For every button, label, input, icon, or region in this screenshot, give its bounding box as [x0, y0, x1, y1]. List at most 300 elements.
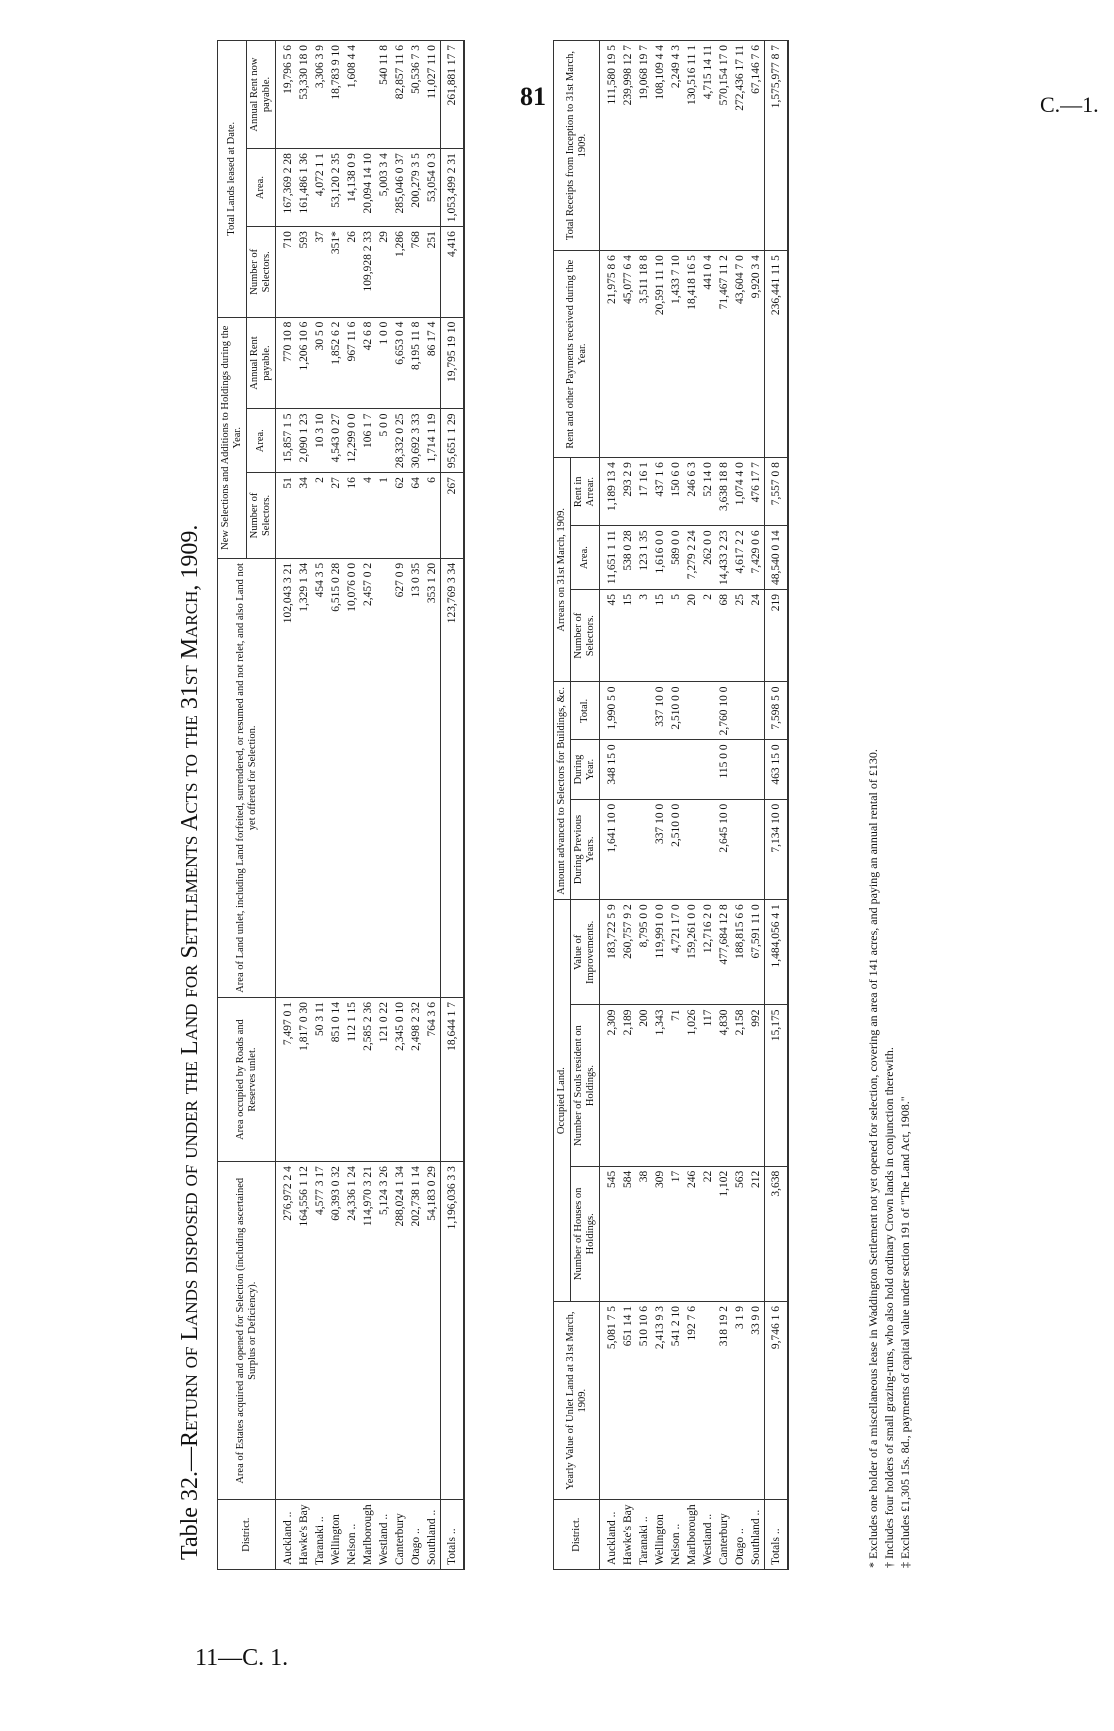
table-title — [177, 60, 204, 1560]
value-cell: 441 0 4 — [700, 251, 716, 458]
value-cell: 764 3 6 — [424, 997, 441, 1161]
value-cell: 7,134 10 0 — [765, 799, 789, 900]
table-row — [700, 41, 716, 1570]
value-cell: 117 — [700, 1005, 716, 1166]
value-cell: 17 16 1 — [636, 458, 652, 526]
value-cell: 109,928 2 33 — [360, 227, 376, 318]
value-cell: 71,467 11 2 — [716, 251, 732, 458]
value-cell: 119,991 0 0 — [652, 900, 668, 1005]
group-amount-advanced: Amount advanced to Selectors for Buildings, &c. — [554, 682, 571, 900]
value-cell: 1,641 10 0 — [600, 799, 621, 900]
value-cell: 2,510 0 0 — [668, 799, 684, 900]
value-cell: 18,644 1 7 — [441, 997, 465, 1161]
value-cell: 4,830 — [716, 1005, 732, 1166]
value-cell: 30,692 3 33 — [408, 409, 424, 473]
value-cell: 7,429 0 6 — [748, 526, 765, 590]
value-cell: 463 15 0 — [765, 740, 789, 799]
district-cell: Canterbury — [716, 1500, 732, 1570]
occupied-arrears-table — [553, 40, 789, 1570]
table-title-main: Return of Lands disposed of under the Land for Settlements Acts to the 31st March, 1909. — [177, 524, 203, 1448]
col-area-acquired: Area of Estates acquired and opened for Selection (including ascertained Surplus or Deficiency). — [218, 1162, 276, 1500]
value-cell: 53,054 0 3 — [424, 149, 441, 227]
value-cell: 9,746 1 6 — [765, 1301, 789, 1499]
value-cell: 2,309 — [600, 1005, 621, 1166]
value-cell: 53,330 18 0 — [296, 41, 312, 149]
value-cell: 267 — [441, 473, 465, 559]
value-cell: 627 0 9 — [392, 558, 408, 997]
value-cell: 4,715 14 11 — [700, 41, 716, 251]
value-cell: 2,510 0 0 — [668, 682, 684, 740]
value-cell: 19,068 19 7 — [636, 41, 652, 251]
value-cell: 111,580 19 5 — [600, 41, 621, 251]
value-cell — [700, 740, 716, 799]
value-cell: 1,329 1 34 — [296, 558, 312, 997]
value-cell: 114,970 3 21 — [360, 1162, 376, 1500]
value-cell: 1,206 10 6 — [296, 317, 312, 409]
col-area-unlet: Area of Land unlet, including Land forfeited, surrendered, or resumed and not relet, and also Land not yet offered for Selection. — [218, 558, 276, 997]
value-cell: 540 11 8 — [376, 41, 392, 149]
value-cell: 3,638 18 8 — [716, 458, 732, 526]
value-cell: 30 5 0 — [312, 317, 328, 409]
lands-disposed-body — [276, 41, 465, 1570]
lands-disposed-table — [217, 40, 465, 1570]
value-cell: 19,796 5 6 — [276, 41, 297, 149]
value-cell: 437 1 6 — [652, 458, 668, 526]
value-cell: 150 6 0 — [668, 458, 684, 526]
value-cell — [620, 682, 636, 740]
value-cell: 1,852 6 2 — [328, 317, 344, 409]
district-cell: Totals .. — [441, 1500, 465, 1570]
value-cell: 6,653 0 4 — [392, 317, 408, 409]
value-cell: 18,783 9 10 — [328, 41, 344, 149]
value-cell: 121 0 22 — [376, 997, 392, 1161]
value-cell: 183,722 5 9 — [600, 900, 621, 1005]
value-cell: 37 — [312, 227, 328, 318]
value-cell: 351* — [328, 227, 344, 318]
value-cell: 20 — [684, 589, 700, 681]
table-row — [652, 41, 668, 1570]
value-cell: 337 10 0 — [652, 799, 668, 900]
col-total-rent: Annual Rent now payable. — [247, 41, 276, 149]
value-cell: 2,345 0 10 — [392, 997, 408, 1161]
value-cell: 5,003 3 4 — [376, 149, 392, 227]
value-cell: 1,074 4 0 — [732, 458, 748, 526]
table-row — [376, 41, 392, 1570]
value-cell: 1,990 5 0 — [600, 682, 621, 740]
value-cell: 6 — [424, 473, 441, 559]
district-cell: Auckland .. — [276, 1500, 297, 1570]
district-cell: Taranaki .. — [312, 1500, 328, 1570]
value-cell — [732, 740, 748, 799]
table-row — [668, 41, 684, 1570]
value-cell: 67,591 11 0 — [748, 900, 765, 1005]
page-code: C.—1. — [1040, 92, 1099, 117]
value-cell: 42 6 8 — [360, 317, 376, 409]
value-cell: 1,433 7 10 — [668, 251, 684, 458]
value-cell — [684, 799, 700, 900]
value-cell: 15,175 — [765, 1005, 789, 1166]
value-cell: 4,543 0 27 — [328, 409, 344, 473]
value-cell: 38 — [636, 1166, 652, 1301]
value-cell: 27 — [328, 473, 344, 559]
value-cell: 50 3 11 — [312, 997, 328, 1161]
value-cell: 584 — [620, 1166, 636, 1301]
value-cell: 6,515 0 28 — [328, 558, 344, 997]
value-cell: 34 — [296, 473, 312, 559]
value-cell: 2 — [312, 473, 328, 559]
table-row — [684, 41, 700, 1570]
value-cell: 589 0 0 — [668, 526, 684, 590]
value-cell: 212 — [748, 1166, 765, 1301]
col-yearly-value: Yearly Value of Unlet Land at 31st March, 1909. — [554, 1301, 600, 1499]
col-district: District. — [218, 1500, 276, 1570]
value-cell — [620, 740, 636, 799]
value-cell — [748, 740, 765, 799]
value-cell: 52 14 0 — [700, 458, 716, 526]
totals-row — [765, 41, 789, 1570]
value-cell: 1,102 — [716, 1166, 732, 1301]
col-total-area: Area. — [247, 149, 276, 227]
value-cell: 48,540 0 14 — [765, 526, 789, 590]
value-cell: 7,598 5 0 — [765, 682, 789, 740]
value-cell: 28,332 0 25 — [392, 409, 408, 473]
value-cell: 161,486 1 36 — [296, 149, 312, 227]
value-cell: 309 — [652, 1166, 668, 1301]
value-cell: 4,577 3 17 — [312, 1162, 328, 1500]
value-cell: 86 17 4 — [424, 317, 441, 409]
value-cell: 3 — [636, 589, 652, 681]
value-cell: 236,441 11 5 — [765, 251, 789, 458]
value-cell: 3,511 18 8 — [636, 251, 652, 458]
table-row — [716, 41, 732, 1570]
value-cell: 239,998 12 7 — [620, 41, 636, 251]
value-cell: 13 0 35 — [408, 558, 424, 997]
value-cell: 4 — [360, 473, 376, 559]
table-row — [636, 41, 652, 1570]
table-row — [296, 41, 312, 1570]
district-cell: Otago .. — [732, 1500, 748, 1570]
table-title-prefix: Table 32.— — [177, 1447, 203, 1560]
value-cell: 5 0 0 — [376, 409, 392, 473]
value-cell: 219 — [765, 589, 789, 681]
value-cell: 5,081 7 5 — [600, 1301, 621, 1499]
value-cell: 12,299 0 0 — [344, 409, 360, 473]
col-houses: Number of Houses on Holdings. — [571, 1166, 600, 1301]
value-cell: 20,591 11 10 — [652, 251, 668, 458]
col-improvements: Value of Improvements. — [571, 900, 600, 1005]
value-cell: 15,857 1 5 — [276, 409, 297, 473]
value-cell: 188,815 6 6 — [732, 900, 748, 1005]
value-cell: 851 0 14 — [328, 997, 344, 1161]
value-cell: 348 15 0 — [600, 740, 621, 799]
value-cell: 5,124 3 26 — [376, 1162, 392, 1500]
value-cell: 1,616 0 0 — [652, 526, 668, 590]
value-cell: 2,189 — [620, 1005, 636, 1166]
value-cell: 293 2 9 — [620, 458, 636, 526]
rotated-page-content — [175, 30, 995, 1580]
col-new-rent: Annual Rent payable. — [247, 317, 276, 409]
value-cell: 1,196,036 3 3 — [441, 1162, 465, 1500]
col-new-number: Number of Selectors. — [247, 473, 276, 559]
col-rent-payments: Rent and other Payments received during the Year. — [554, 251, 600, 458]
value-cell: 1,026 — [684, 1005, 700, 1166]
value-cell: 2,413 9 3 — [652, 1301, 668, 1499]
value-cell: 2,760 10 0 — [716, 682, 732, 740]
value-cell: 123 1 35 — [636, 526, 652, 590]
table-row — [424, 41, 441, 1570]
value-cell: 593 — [296, 227, 312, 318]
value-cell: 4,072 1 1 — [312, 149, 328, 227]
value-cell: 1,575,977 8 7 — [765, 41, 789, 251]
district-cell: Marlborough — [684, 1500, 700, 1570]
district-cell: Wellington — [652, 1500, 668, 1570]
group-new-selections: New Selections and Additions to Holdings during the Year. — [218, 317, 247, 558]
value-cell: 202,738 1 14 — [408, 1162, 424, 1500]
value-cell: 21,975 8 6 — [600, 251, 621, 458]
value-cell: 20,094 14 10 — [360, 149, 376, 227]
value-cell: 16 — [344, 473, 360, 559]
value-cell: 353 1 20 — [424, 558, 441, 997]
value-cell: 18,418 16 5 — [684, 251, 700, 458]
value-cell: 2,158 — [732, 1005, 748, 1166]
value-cell: 1 0 0 — [376, 317, 392, 409]
value-cell: 770 10 8 — [276, 317, 297, 409]
value-cell: 2 — [700, 589, 716, 681]
value-cell: 67,146 7 6 — [748, 41, 765, 251]
value-cell: 538 0 28 — [620, 526, 636, 590]
table-row — [732, 41, 748, 1570]
value-cell — [684, 682, 700, 740]
value-cell: 8,195 11 8 — [408, 317, 424, 409]
value-cell: 108,109 4 4 — [652, 41, 668, 251]
value-cell: 261,881 17 7 — [441, 41, 465, 149]
value-cell: 2,249 4 3 — [668, 41, 684, 251]
value-cell: 22 — [700, 1166, 716, 1301]
value-cell: 11,027 11 0 — [424, 41, 441, 149]
value-cell: 3,306 3 9 — [312, 41, 328, 149]
value-cell: 710 — [276, 227, 297, 318]
district-cell: Nelson .. — [668, 1500, 684, 1570]
value-cell: 19,795 19 10 — [441, 317, 465, 409]
table-row — [328, 41, 344, 1570]
value-cell: 192 7 6 — [684, 1301, 700, 1499]
value-cell: 200,279 3 5 — [408, 149, 424, 227]
value-cell — [732, 682, 748, 740]
value-cell: 68 — [716, 589, 732, 681]
value-cell: 3 1 9 — [732, 1301, 748, 1499]
value-cell: 563 — [732, 1166, 748, 1301]
district-cell: Westland .. — [700, 1500, 716, 1570]
value-cell: 477,684 12 8 — [716, 900, 732, 1005]
value-cell — [620, 799, 636, 900]
value-cell: 2,457 0 2 — [360, 558, 376, 997]
table-row — [312, 41, 328, 1570]
value-cell: 15 — [620, 589, 636, 681]
table-row — [344, 41, 360, 1570]
value-cell: 1 — [376, 473, 392, 559]
value-cell: 43,604 7 0 — [732, 251, 748, 458]
district-cell: Hawke's Bay — [296, 1500, 312, 1570]
value-cell: 82,857 11 6 — [392, 41, 408, 149]
occupied-arrears-body — [600, 41, 789, 1570]
table-row — [276, 41, 297, 1570]
table-row — [748, 41, 765, 1570]
value-cell: 33 9 0 — [748, 1301, 765, 1499]
value-cell: 29 — [376, 227, 392, 318]
value-cell — [700, 799, 716, 900]
value-cell: 570,154 17 0 — [716, 41, 732, 251]
value-cell: 2,090 1 23 — [296, 409, 312, 473]
value-cell: 17 — [668, 1166, 684, 1301]
value-cell — [700, 682, 716, 740]
value-cell: 62 — [392, 473, 408, 559]
value-cell: 11,651 1 11 — [600, 526, 621, 590]
value-cell: 130,516 11 1 — [684, 41, 700, 251]
table-row — [620, 41, 636, 1570]
value-cell: 164,556 1 12 — [296, 1162, 312, 1500]
value-cell: 14,138 0 9 — [344, 149, 360, 227]
value-cell: 54,183 0 29 — [424, 1162, 441, 1500]
value-cell: 541 2 10 — [668, 1301, 684, 1499]
col-previous-years: During Previous Years. — [571, 799, 600, 900]
value-cell: 1,484,056 4 1 — [765, 900, 789, 1005]
value-cell: 1,714 1 19 — [424, 409, 441, 473]
value-cell: 246 — [684, 1166, 700, 1301]
table-row — [408, 41, 424, 1570]
value-cell: 1,189 13 4 — [600, 458, 621, 526]
footnote-ddagger: ‡ Excludes £1,305 15s. 8d., payments of capital value under section 191 of "The Land Act, 1908." — [898, 1096, 912, 1568]
col-rent-in-arrear: Rent in Arrear. — [571, 458, 600, 526]
value-cell: 454 3 5 — [312, 558, 328, 997]
district-cell: Auckland .. — [600, 1500, 621, 1570]
col-total-receipts: Total Receipts from Inception to 31st March, 1909. — [554, 41, 600, 251]
value-cell: 50,536 7 3 — [408, 41, 424, 149]
value-cell: 967 11 6 — [344, 317, 360, 409]
value-cell — [636, 740, 652, 799]
totals-row — [441, 41, 465, 1570]
group-arrears: Arrears on 31st March, 1909. — [554, 458, 571, 682]
value-cell: 1,817 0 30 — [296, 997, 312, 1161]
group-occupied-land: Occupied Land. — [554, 900, 571, 1302]
value-cell: 115 0 0 — [716, 740, 732, 799]
value-cell: 260,757 9 2 — [620, 900, 636, 1005]
value-cell — [700, 1301, 716, 1499]
district-cell: Southland .. — [748, 1500, 765, 1570]
value-cell: 112 1 15 — [344, 997, 360, 1161]
district-cell: Marlborough — [360, 1500, 376, 1570]
col-new-area: Area. — [247, 409, 276, 473]
col-area-roads: Area occupied by Roads and Reserves unlet. — [218, 997, 276, 1161]
value-cell: 337 10 0 — [652, 682, 668, 740]
value-cell: 45 — [600, 589, 621, 681]
value-cell: 106 1 7 — [360, 409, 376, 473]
value-cell: 992 — [748, 1005, 765, 1166]
value-cell: 288,024 1 34 — [392, 1162, 408, 1500]
value-cell: 2,645 10 0 — [716, 799, 732, 900]
value-cell: 4,617 2 2 — [732, 526, 748, 590]
value-cell: 26 — [344, 227, 360, 318]
value-cell: 651 14 1 — [620, 1301, 636, 1499]
col-arrears-area: Area. — [571, 526, 600, 590]
value-cell: 24 — [748, 589, 765, 681]
district-cell: Hawke's Bay — [620, 1500, 636, 1570]
value-cell: 262 0 0 — [700, 526, 716, 590]
value-cell: 123,769 3 34 — [441, 558, 465, 997]
district-cell: Wellington — [328, 1500, 344, 1570]
value-cell: 2,498 2 32 — [408, 997, 424, 1161]
col-during-year: During Year. — [571, 740, 600, 799]
footnote-star: * Excludes one holder of a miscellaneous lease in Waddington Settlement not yet opened for selection, covering an area of 141 acres, and paying an annual rental of £130. — [866, 749, 880, 1568]
value-cell: 318 19 2 — [716, 1301, 732, 1499]
value-cell: 4,721 17 0 — [668, 900, 684, 1005]
value-cell: 95,651 1 29 — [441, 409, 465, 473]
page-number: 81 — [520, 82, 546, 111]
value-cell: 159,261 0 0 — [684, 900, 700, 1005]
value-cell: 4,416 — [441, 227, 465, 318]
value-cell — [748, 799, 765, 900]
col-souls: Number of Souls resident on Holdings. — [571, 1005, 600, 1166]
table-row — [360, 41, 376, 1570]
value-cell: 25 — [732, 589, 748, 681]
value-cell: 167,369 2 28 — [276, 149, 297, 227]
value-cell: 2,585 2 36 — [360, 997, 376, 1161]
value-cell: 8,795 0 0 — [636, 900, 652, 1005]
value-cell: 7,557 0 8 — [765, 458, 789, 526]
value-cell: 510 10 6 — [636, 1301, 652, 1499]
value-cell: 102,043 3 21 — [276, 558, 297, 997]
value-cell: 45,077 6 4 — [620, 251, 636, 458]
value-cell: 476 17 7 — [748, 458, 765, 526]
value-cell: 545 — [600, 1166, 621, 1301]
col-district-2: District. — [554, 1500, 600, 1570]
value-cell: 3,638 — [765, 1166, 789, 1301]
table-row — [600, 41, 621, 1570]
value-cell: 200 — [636, 1005, 652, 1166]
district-cell: Southland .. — [424, 1500, 441, 1570]
value-cell: 15 — [652, 589, 668, 681]
value-cell — [684, 740, 700, 799]
value-cell: 1,053,499 2 31 — [441, 149, 465, 227]
footnote-dagger: † Includes four holders of small grazing-runs, who also hold ordinary Crown lands in conjunction therewith. — [882, 1047, 896, 1568]
district-cell: Taranaki .. — [636, 1500, 652, 1570]
value-cell: 276,972 2 4 — [276, 1162, 297, 1500]
value-cell: 285,046 0 37 — [392, 149, 408, 227]
district-cell: Totals .. — [765, 1500, 789, 1570]
value-cell: 10 3 10 — [312, 409, 328, 473]
value-cell — [732, 799, 748, 900]
value-cell: 272,436 17 11 — [732, 41, 748, 251]
district-cell: Otago .. — [408, 1500, 424, 1570]
value-cell: 5 — [668, 589, 684, 681]
table-row — [392, 41, 408, 1570]
page-footer-code: 11—C. 1. — [195, 1645, 289, 1671]
value-cell: 246 6 3 — [684, 458, 700, 526]
value-cell: 1,608 4 4 — [344, 41, 360, 149]
value-cell — [376, 558, 392, 997]
value-cell — [360, 41, 376, 149]
district-cell: Westland .. — [376, 1500, 392, 1570]
footnotes — [865, 48, 913, 1568]
value-cell: 12,716 2 0 — [700, 900, 716, 1005]
value-cell — [748, 682, 765, 740]
value-cell: 64 — [408, 473, 424, 559]
value-cell: 24,336 1 24 — [344, 1162, 360, 1500]
value-cell — [636, 799, 652, 900]
value-cell — [668, 740, 684, 799]
value-cell: 251 — [424, 227, 441, 318]
value-cell: 1,343 — [652, 1005, 668, 1166]
value-cell — [652, 740, 668, 799]
